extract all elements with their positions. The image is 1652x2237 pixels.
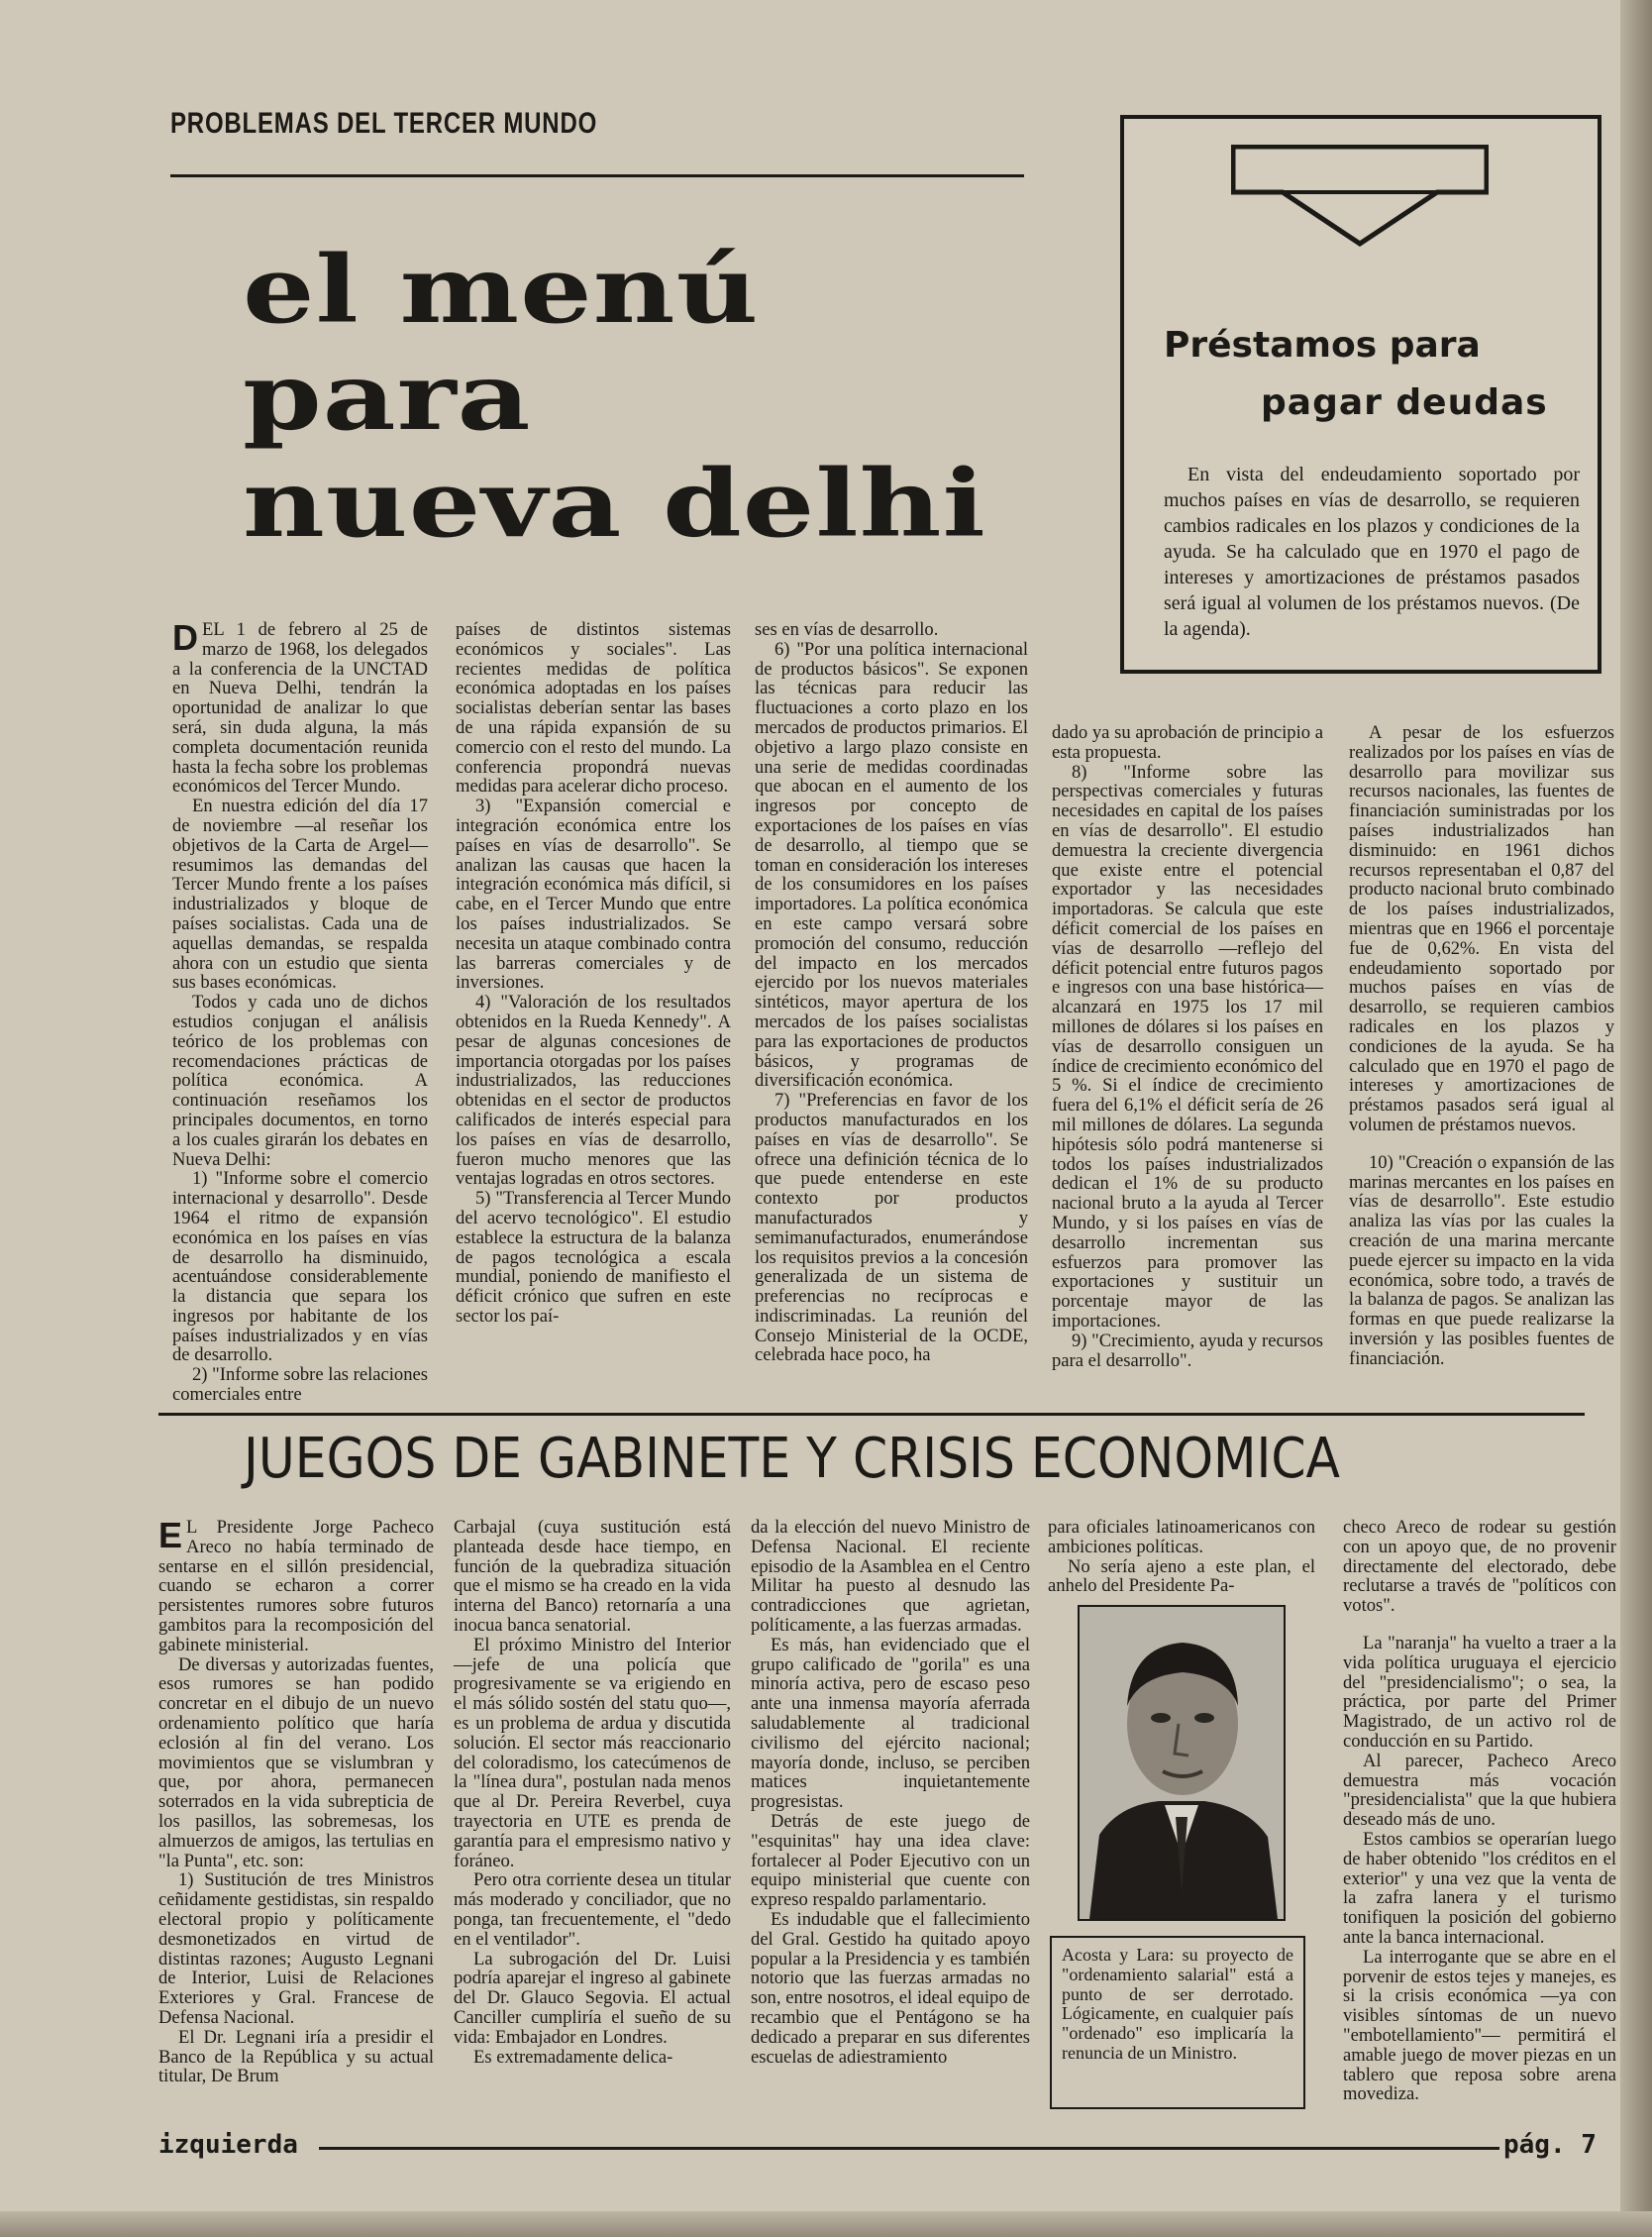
- article1-column: [1349, 723, 1614, 1369]
- paragraph: da la elección del nuevo Ministro de Defensa Nacional. El reciente episodio de la Asamblea en el Centro Militar ha puesto al desnudo las contradicciones que agrietan, políticamente, a las fuerzas armadas.: [751, 1517, 1030, 1636]
- sidebar-title-line: pagar deudas: [1261, 382, 1548, 423]
- down-arrow-icon: [1231, 145, 1489, 248]
- paragraph: 1) Sustitución de tres Ministros ceñidamente gestidistas, sin respaldo electoral propio y políticamente desmonetizados en virtud de distintas razones; Augusto Legnani de Interior, Luisi de Relaciones Exteriores y Gral. Francese de Defensa Nacional.: [158, 1869, 434, 2028]
- paragraph: dado ya su aprobación de principio a esta propuesta.: [1052, 722, 1323, 763]
- paragraph: Todos y cada uno de dichos estudios conjugan el análisis teórico de los problemas con recomendaciones prácticas de política económica. A continuación reseñamos los principales documentos, en torno a los cuales girarán los debates en Nueva Delhi:: [172, 992, 428, 1170]
- article1-column: [456, 620, 731, 1327]
- page-number: pág. 7: [1503, 2130, 1597, 2160]
- photo-caption: Acosta y Lara: su proyecto de "ordenamiento salarial" está a punto de ser derrotado. Lógicamente, en cualquier país "ordenado" eso implicaría la renuncia de un Ministro.: [1050, 1936, 1305, 2109]
- paragraph: La interrogante que se abre en el porvenir de estos tejes y manejes, es si la crisis económica —ya con visibles síntomas de un nuevo "embotellamiento"— permitirá el amable juego de mover piezas en un tablero que reposa sobre arena movediza.: [1343, 1946, 1616, 2105]
- headline-line: nueva delhi: [243, 449, 986, 559]
- paragraph: 2) "Informe sobre las relaciones comerciales entre: [172, 1364, 428, 1406]
- article1-column: [172, 617, 428, 1406]
- sidebar-text: En vista del endeudamiento soportado por muchos países en vías de desarrollo, se requieren cambios radicales en los plazos y condiciones de la ayuda. Se ha calculado que en 1970 el pago de intereses y amortizaciones de préstamos pasados será igual al volumen de los préstamos nuevos. (De la agenda).: [1164, 464, 1580, 640]
- sidebar-title-line: Préstamos para: [1164, 325, 1481, 366]
- section-divider: [158, 1413, 1585, 1416]
- headline: [243, 235, 1035, 567]
- paragraph: La subrogación del Dr. Luisi podría aparejar el ingreso al gabinete del Dr. Glauco Segovia. El actual Canciller cumpliría el sueño de su vida: Embajador en Londres.: [454, 1948, 731, 2048]
- paragraph: 6) "Por una política internacional de productos básicos". Se exponen las técnicas para reducir las fluctuaciones a corto plazo en los mercados de productos primarios. El objetivo a largo plazo consiste en una serie de medidas coordinadas que abocan en el aumento de los ingresos por concepto de exportaciones de los países en vías de desarrollo, al tiempo que se toman en consideración los intereses de los consumidores en los países importadores. La política económica en este campo versará sobre promoción del consumo, reducción del impacto en los mercados ejercido por los nuevos materiales sintéticos, mayor apertura de los mercados de los países socialistas para las exportaciones de productos básicos, y programas de diversificación económica.: [755, 638, 1028, 1092]
- article2-column: [158, 1515, 434, 2087]
- paragraph: A pesar de los esfuerzos realizados por los países en vías de desarrollo para movilizar sus recursos nacionales, las fuentes de financiación suministradas por los países industrializados han disminuido: en 1961 dichos recursos representaban el 0,87 del producto nacional bruto combinado de los países industrializados, mientras que en 1966 el porcentaje fue de 0,62%. En vista del endeudamiento soportado por muchos países en vías de desarrollo, se requieren cambios radicales en los plazos y condiciones de la ayuda. Se ha calculado que en 1970 el pago de intereses y amortizaciones de préstamos pasados será igual al volumen de préstamos nuevos.: [1349, 722, 1614, 1135]
- paragraph: 10) "Creación o expansión de las marinas mercantes en los países en vías de desarrollo". Este estudio analiza las vías por las cuales la creación de una marina mercante puede ejercer su impacto en la vida económica, sobre todo, a través de la balanza de pagos. Se analizan las formas en que puede realizarse la inversión y las posibles fuentes de financiación.: [1349, 1151, 1614, 1369]
- article2-column: [1048, 1518, 1315, 1596]
- sidebar-title: [1164, 317, 1580, 432]
- page-edge-bottom: [0, 2211, 1652, 2237]
- dropcap: E: [158, 1515, 183, 1555]
- portrait-photo: [1078, 1605, 1286, 1921]
- paragraph: 3) "Expansión comercial e integración económica entre los países en vías de desarrollo". Se analizan las causas que hacen la integración económica más difícil, si cabe, en el Tercer Mundo que entre los países industrializados. Se necesita un ataque combinado contra las barreras comerciales y de inversiones.: [456, 796, 731, 994]
- sidebar-box: [1120, 115, 1601, 674]
- dropcap: D: [172, 617, 198, 658]
- paragraph: para oficiales latinoamericanos con ambiciones políticas.: [1048, 1517, 1315, 1557]
- paragraph: 4) "Valoración de los resultados obtenidos en la Rueda Kennedy". A pesar de algunas concesiones de importancia otorgadas por los países industrializados, las reducciones obtenidas en el sector de productos calificados de interés especial para los países en vías de desarrollo, fueron mucho menores que las ventajas logradas en otros sectores.: [456, 992, 731, 1190]
- headline-line: para: [243, 342, 532, 452]
- paragraph: El próximo Ministro del Interior —jefe de una policía que progresivamente se va erigiendo en el más sólido sostén del statu quo—, es un problema de ardua y discutida solución. El sector más reaccionario del coloradismo, los catecúmenos de la "línea dura", postulan nada menos que al Dr. Pereira Reverbel, cuya trayectoria en UTE es prenda de garantía para el empresismo nativo y foráneo.: [454, 1634, 731, 1871]
- headline-line: el menú: [243, 235, 760, 345]
- paragraph: ses en vías de desarrollo.: [755, 619, 939, 640]
- paragraph: Estos cambios se operarían luego de haber obtenido "los créditos en el exterior" y una vez que la venta de la zafra lanera y el turismo tonifiquen la posición del gobierno ante la banca internacional.: [1343, 1828, 1616, 1948]
- paragraph: Detrás de este juego de "esquinitas" hay una idea clave: fortalecer al Poder Ejecutivo con un equipo ministerial que cuente con expreso respaldo parlamentario.: [751, 1810, 1030, 1911]
- paragraph: E L Presidente Jorge Pacheco Areco no había terminado de sentarse en el sillón presidencial, cuando se echaron a correr persistentes rumores sobre futuros gambitos para la recomposición del gabinete ministerial.: [158, 1515, 434, 1655]
- paragraph: En nuestra edición del día 17 de noviembre —al reseñar los objetivos de la Carta de Argel— resumimos las demandas del Tercer Mundo frente a los países industrializados y bloque de países socialistas. Cada una de aquellas demandas, se respalda ahora con un estudio que sienta sus bases económicas.: [172, 796, 428, 994]
- paragraph: Al parecer, Pacheco Areco demuestra más vocación "presidencialista" que la que hubiera deseado más de uno.: [1343, 1750, 1616, 1831]
- top-rule: [170, 174, 1024, 177]
- paragraph: La "naranja" ha vuelto a traer a la vida política uruguaya el ejercicio del "presidencialismo"; o sea, la práctica, por parte del Primer Magistrado, de un activo rol de conducción en su Partido.: [1343, 1632, 1616, 1752]
- paragraph: 5) "Transferencia al Tercer Mundo del acervo tecnológico". El estudio establece la estructura de la balanza de pagos tecnológica a escala mundial, poniendo de manifiesto el déficit crónico que sufren en este sector los paí-: [456, 1188, 731, 1327]
- paragraph: Es más, han evidenciado que el grupo calificado de "gorila" es una minoría activa, pero de escaso peso ante una inmensa mayoría aferrada saludablemente al tradicional civilismo del ejército nacional; mayoría donde, incluso, se perciben matices inquietantemente progresistas.: [751, 1634, 1030, 1813]
- article2-column: [751, 1518, 1030, 2067]
- article1-column: [1052, 723, 1323, 1370]
- headline2: JUEGOS DE GABINETE Y CRISIS ECONOMICA: [244, 1427, 1341, 1491]
- article2-column: [454, 1518, 731, 2067]
- paragraph: DEL 1 de febrero al 25 de marzo de 1968, los delegados a la conferencia de la UNCTAD en Nueva Delhi, tendrán la oportunidad de analizar lo que será, sin duda alguna, la más completa documentación reunida hasta la fecha sobre los problemas económicos del Tercer Mundo.: [172, 617, 428, 798]
- paragraph: Carbajal (cuya sustitución está planteada desde hace tiempo, en función de la quebradiza situación que el mismo se ha creado en la vida interna del Banco) retornaría a una inocua banca senatorial.: [454, 1517, 731, 1636]
- page-edge: [1620, 0, 1652, 2237]
- paragraph: Pero otra corriente desea un titular más moderado y conciliador, que no ponga, tan frecuentemente, el "dedo en el ventilador".: [454, 1869, 731, 1950]
- paragraph: 7) "Preferencias en favor de los productos manufacturados en los países en vías de desarrollo". Se ofrece una definición técnica de lo que puede entenderse en este contexto por productos manufacturados y semimanufacturados, enumerándose los requisitos previos a la concesión generalizada de un sistema de preferencias no recíprocas e indiscriminadas. La reunión del Consejo Ministerial de la OCDE, celebrada hace poco, ha: [755, 1090, 1028, 1366]
- paragraph: checo Areco de rodear su gestión con un apoyo que, de no provenir directamente del electorado, debe reclutarse a través de "políticos con votos".: [1343, 1517, 1616, 1617]
- paragraph: Es indudable que el fallecimiento del Gral. Gestido ha quitado apoyo popular a la Presidencia y es también notorio que las fuerzas armadas no son, entre nosotros, el ideal equipo de recambio que el Pentágono se ha dedicado a preparar en sus diferentes escuelas de adiestramiento: [751, 1908, 1030, 2068]
- paragraph: 9) "Crecimiento, ayuda y recursos para el desarrollo".: [1052, 1330, 1323, 1371]
- article1-column: [755, 620, 1028, 1365]
- paragraph: El Dr. Legnani iría a presidir el Banco de la República y su actual titular, De Brum: [158, 2026, 434, 2087]
- footer-rule: [319, 2147, 1499, 2150]
- section-title: PROBLEMAS DEL TERCER MUNDO: [170, 107, 598, 140]
- footer-masthead: izquierda: [158, 2130, 298, 2160]
- paragraph: países de distintos sistemas económicos y sociales". Las recientes medidas de política económica adoptadas en los países socialistas deberían sentar las bases de una rápida expansión de su comercio con el resto del mundo. La conferencia propondrá nuevas medidas para acelerar dicho proceso.: [456, 619, 731, 798]
- article2-column: [1343, 1518, 1616, 2104]
- paragraph: 1) "Informe sobre el comercio internacional y desarrollo". Desde 1964 el ritmo de expansión económica en los países en vías de desarrollo ha disminuido, acentuándose considerablemente la distancia que separa los ingresos por habitante de los países industrializados y en vías de desarrollo.: [172, 1168, 428, 1366]
- paragraph: 8) "Informe sobre las perspectivas comerciales y futuras necesidades en capital de los países en vías de desarrollo". El estudio demuestra la creciente divergencia que existe entre el potencial exportador y las necesidades importadoras. Se calcula que este déficit comercial de los países en vías de desarrollo —reflejo del déficit potencial entre futuros pagos e ingresos con una base histórica— alcanzará en 1975 los 17 mil millones de dólares si los países en vías de desarrollo consiguen un índice de crecimiento económico del 5 %. Si el índice de crecimiento fuera del 6,1% el déficit sería de 26 mil millones de dólares. La segunda hipótesis sólo podrá mantenerse si todos los países industrializados dedican el 1% de su producto nacional bruto a la ayuda al Tercer Mundo, y si los países en vías de desarrollo incrementan sus esfuerzos para promover las exportaciones y sustituir un porcentaje mayor de las importaciones.: [1052, 761, 1323, 1332]
- paragraph: De diversas y autorizadas fuentes, esos rumores se han podido concretar en el dibujo de un nuevo ordenamiento político que haría eclosión al fin del verano. Los movimientos que se vislumbran y que, por ahora, permanecen soterrados en la vida subrepticia de los pasillos, las sobremesas, los almuerzos de amigos, las tertulias en "la Punta", etc. son:: [158, 1653, 434, 1871]
- portrait-image: [1080, 1607, 1284, 1919]
- paragraph: Es extremadamente delica-: [473, 2046, 673, 2068]
- paragraph: No sería ajeno a este plan, el anhelo del Presidente Pa-: [1048, 1555, 1315, 1597]
